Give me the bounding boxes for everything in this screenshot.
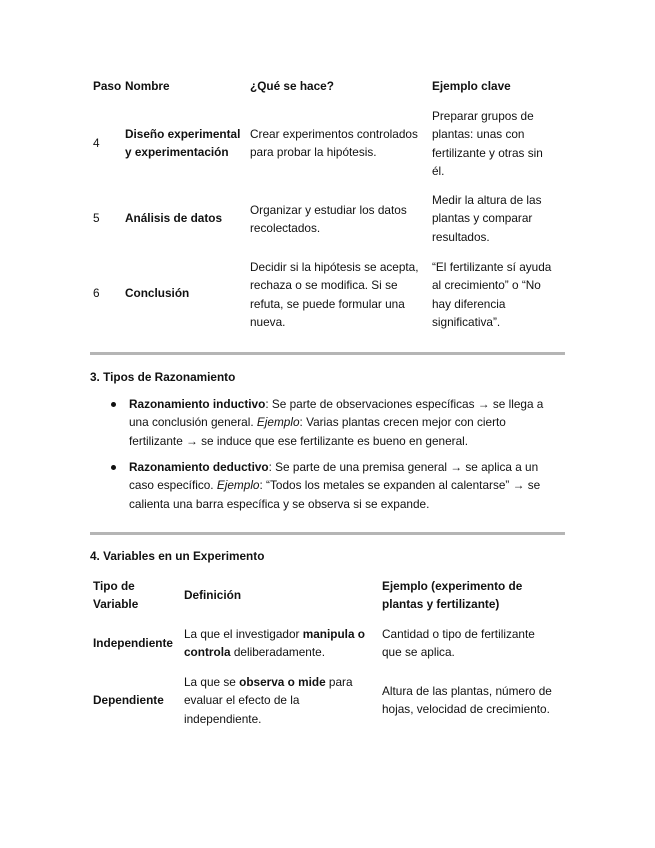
step-description: Crear experimentos controlados para probar la hipótesis.: [250, 127, 418, 160]
step-name: Conclusión: [125, 286, 190, 300]
bullet-icon: [111, 402, 116, 407]
variable-type: Independiente: [93, 636, 173, 650]
step-number: 4: [93, 136, 100, 150]
horizontal-divider: [90, 532, 565, 535]
step-example: Medir la altura de las plantas y comparar resultados.: [432, 193, 542, 244]
step-name: Análisis de datos: [125, 211, 223, 225]
col-header-ejemplo-clave: Ejemplo clave: [432, 79, 511, 93]
col-header-ejemplo: Ejemplo (experimento de plantas y fertilizante): [382, 579, 523, 611]
step-description: Organizar y estudiar los datos recolectados.: [250, 203, 407, 236]
step-description: Decidir si la hipótesis se acepta, rechaza o se modifica. Si se refuta, se puede formular una nueva.: [250, 260, 419, 329]
variable-example: Cantidad o tipo de fertilizante que se aplica.: [382, 627, 535, 660]
col-header-nombre: Nombre: [125, 79, 170, 93]
variable-definition: La que el investigador manipula o controla deliberadamente.: [184, 627, 365, 660]
step-example: Preparar grupos de plantas: unas con fertilizante y otras sin él.: [432, 109, 543, 178]
list-item-text: Razonamiento deductivo: Se parte de una premisa general → se aplica a un caso específico. Ejemplo: “Todos los metales se expanden al calentarse” → se calienta una barra específica y se observa si se expande.: [129, 460, 541, 511]
list-item-text: Razonamiento inductivo: Se parte de observaciones específicas → se llega a una conclusión general. Ejemplo: Varias plantas crecen mejor con cierto fertilizante → se induce que ese fertilizante es bueno en general.: [129, 397, 544, 448]
col-header-definicion: Definición: [184, 588, 242, 602]
col-header-paso: Paso: [93, 79, 122, 93]
step-example: “El fertilizante sí ayuda al crecimiento” o “No hay diferencia significativa”.: [432, 260, 552, 329]
variable-definition: La que se observa o mide para evaluar el efecto de la independiente.: [184, 675, 353, 726]
section-title: 4. Variables en un Experimento: [90, 549, 265, 563]
section-title: 3. Tipos de Razonamiento: [90, 370, 236, 384]
col-header-que-se-hace: ¿Qué se hace?: [250, 79, 334, 93]
col-header-tipo: Tipo de Variable: [93, 579, 139, 611]
step-name: Diseño experimental y experimentación: [125, 127, 241, 160]
variable-type: Dependiente: [93, 693, 164, 707]
bullet-icon: [111, 465, 116, 470]
horizontal-divider: [90, 352, 565, 355]
step-number: 6: [93, 286, 100, 300]
variable-example: Altura de las plantas, número de hojas, velocidad de crecimiento.: [382, 684, 552, 717]
step-number: 5: [93, 211, 100, 225]
